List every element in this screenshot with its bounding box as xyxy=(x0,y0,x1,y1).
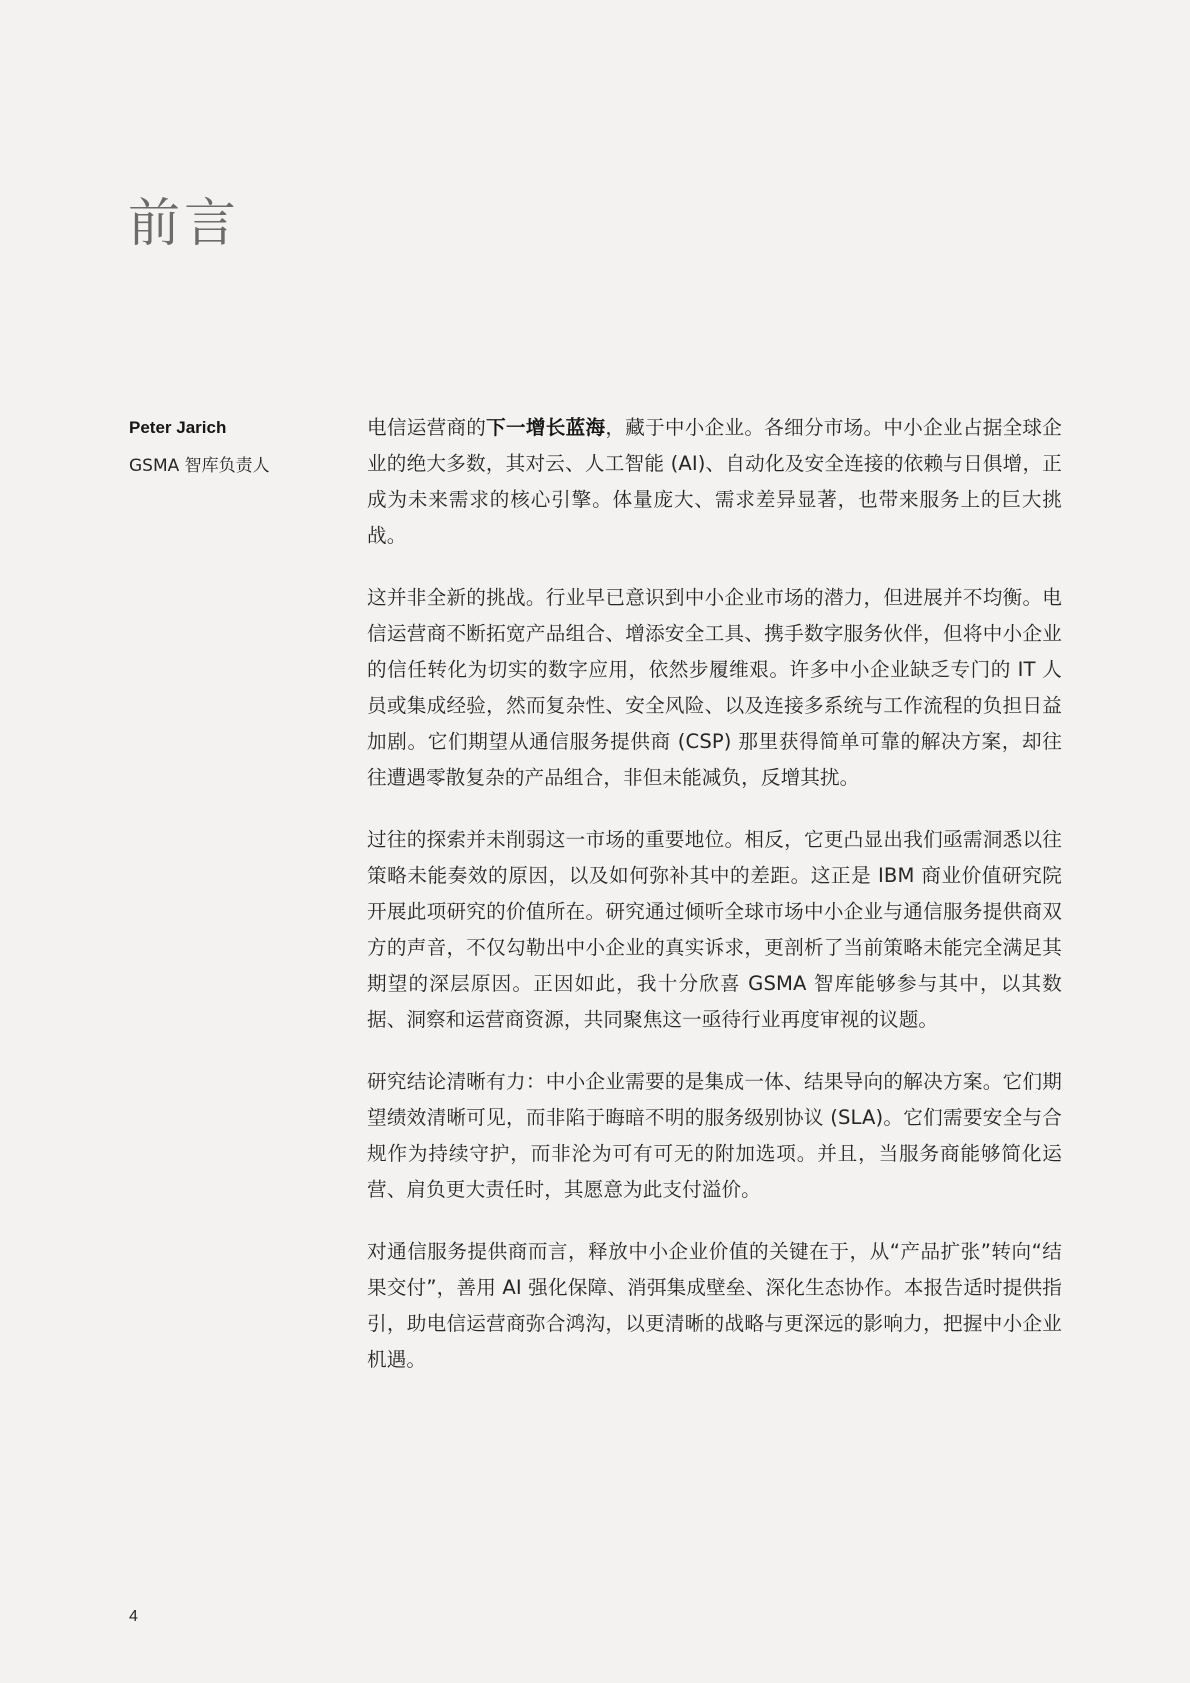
page-title: 前言 xyxy=(128,194,241,254)
paragraph-1 xyxy=(367,410,1062,554)
author-role: GSMA 智库负责人 xyxy=(129,456,270,476)
foreword-body xyxy=(367,410,1062,1404)
paragraph-4: 研究结论清晰有力：中小企业需要的是集成一体、结果导向的解决方案。它们期望绩效清晰可见，而非陷于晦暗不明的服务级别协议 (SLA)。它们需要安全与合规作为持续守护，而非沦为可有可无的附加选项。并且，当服务商能够简化运营、肩负更大责任时，其愿意为此支付溢价。 xyxy=(367,1070,1062,1201)
author-block xyxy=(129,416,349,478)
paragraph-3: 过往的探索并未削弱这一市场的重要地位。相反，它更凸显出我们亟需洞悉以往策略未能奏效的原因，以及如何弥补其中的差距。这正是 IBM 商业价值研究院开展此项研究的价值所在。研究通过倾听全球市场中小企业与通信服务提供商双方的声音，不仅勾勒出中小企业的真实诉求，更剖析了当前策略未能完全满足其期望的深层原因。正因如此，我十分欣喜 GSMA 智库能够参与其中，以其数据、洞察和运营商资源，共同聚焦这一亟待行业再度审视的议题。 xyxy=(367,828,1062,1031)
page-number: 4 xyxy=(129,1608,138,1625)
author-name: Peter Jarich xyxy=(129,418,227,437)
paragraph-2: 这并非全新的挑战。行业早已意识到中小企业市场的潜力，但进展并不均衡。电信运营商不断拓宽产品组合、增添安全工具、携手数字服务伙伴，但将中小企业的信任转化为切实的数字应用，依然步履维艰。许多中小企业缺乏专门的 IT 人员或集成经验，然而复杂性、安全风险、以及连接多系统与工作流程的负担日益加剧。它们期望从通信服务提供商 (CSP) 那里获得简单可靠的解决方案，却往往遭遇零散复杂的产品组合，非但未能减负，反增其扰。 xyxy=(367,586,1062,789)
paragraph-1-rest: ，藏于中小企业。各细分市场。中小企业占据全球企业的绝大多数，其对云、人工智能 (AI)、自动化及安全连接的依赖与日俱增，正成为未来需求的核心引擎。体量庞大、需求差异显著，也带来服务上的巨大挑战。 xyxy=(367,416,1062,547)
paragraph-1-emphasis: 下一增长蓝海 xyxy=(486,416,606,439)
paragraph-1-lead: 电信运营商的 xyxy=(367,416,487,439)
paragraph-5: 对通信服务提供商而言，释放中小企业价值的关键在于，从“产品扩张”转向“结果交付”，善用 AI 强化保障、消弭集成壁垒、深化生态协作。本报告适时提供指引，助电信运营商弥合鸿沟，以更清晰的战略与更深远的影响力，把握中小企业机遇。 xyxy=(367,1240,1062,1371)
